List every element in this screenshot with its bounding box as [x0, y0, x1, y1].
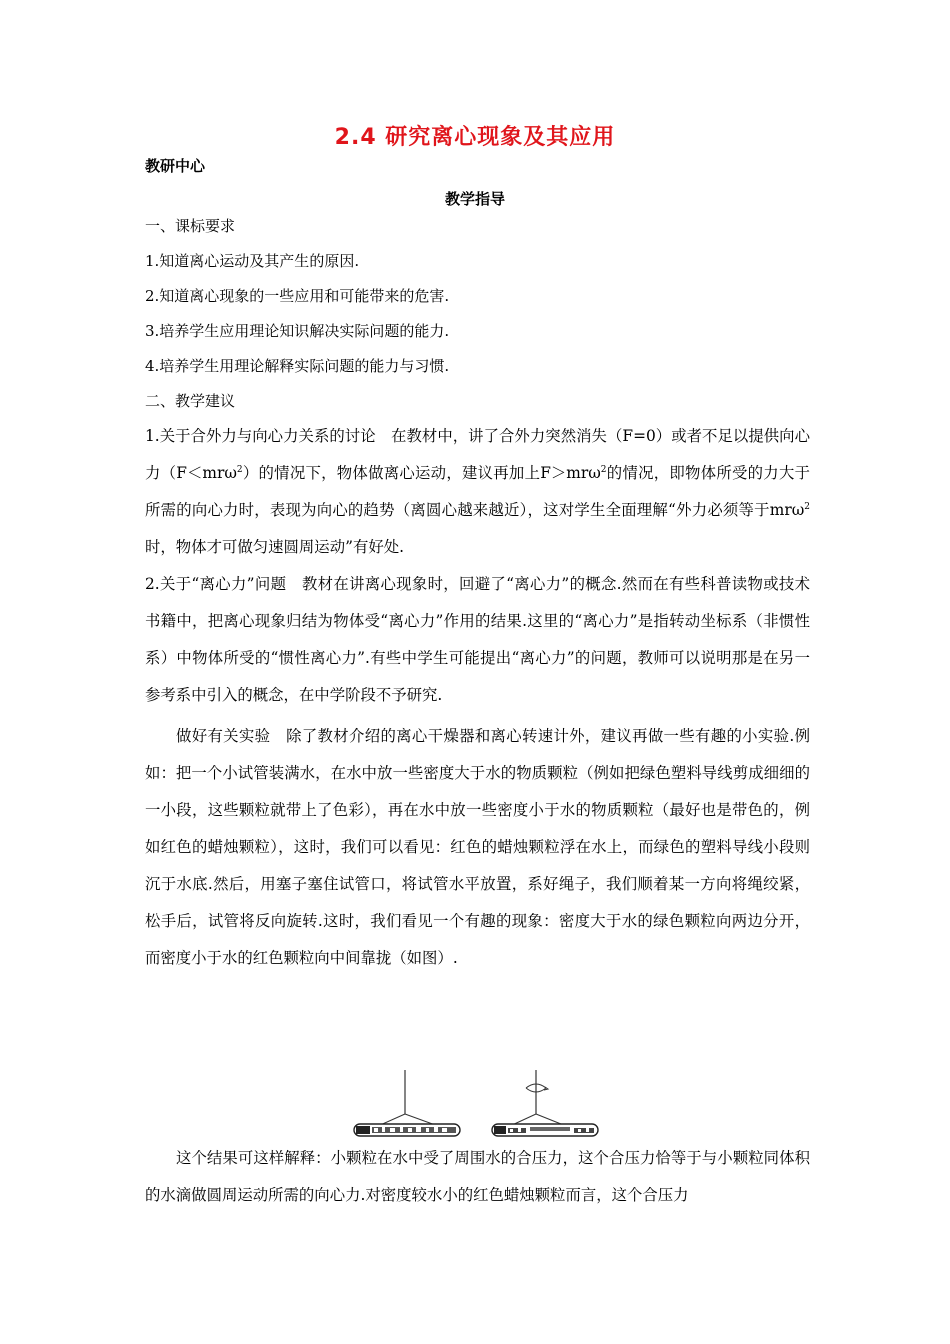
paragraph-explanation: 这个结果可这样解释：小颗粒在水中受了周围水的合压力，这个合压力恰等于与小颗粒同体积的水滴做圆周运动所需的向心力.对密度较水小的红色蜡烛颗粒而言，这个合压力 — [145, 1149, 810, 1204]
page-title: 2.4 研究离心现象及其应用 — [334, 125, 616, 150]
part2-heading: 二、教学建议 — [145, 392, 236, 410]
document-body-continued — [145, 1140, 810, 1214]
test-tube-figure — [350, 1068, 610, 1140]
requirement-item: 3.培养学生应用理论知识解决实际问题的能力. — [145, 322, 450, 340]
paragraph-force-relation — [145, 418, 810, 566]
document-body — [145, 214, 810, 977]
requirement-item: 1.知道离心运动及其产生的原因. — [145, 252, 360, 270]
superscript: 2 — [804, 501, 810, 512]
paragraph-experiment: 做好有关实验 除了教材介绍的离心干燥器和离心转速计外，建议再做一些有趣的小实验.例如：把一个小试管装满水，在水中放一些密度大于水的物质颗粒（例如把绿色塑料导线剪成细细的一小段，这些颗粒就带上了色彩），再在水中放一些密度小于水的物质颗粒（最好也是带色的，例如红色的蜡烛颗粒），这时，我们可以看见：红色的蜡烛颗粒浮在水上，而绿色的塑料导线小段则沉于水底.然后，用塞子塞住试管口，将试管水平放置，系好绳子，我们顺着某一方向将绳绞紧，松手后，试管将反向旋转.这时，我们看见一个有趣的现象：密度大于水的绿色颗粒向两边分开，而密度小于水的红色颗粒向中间靠拢（如图）. — [145, 727, 810, 967]
requirement-item: 2.知道离心现象的一些应用和可能带来的危害. — [145, 287, 450, 305]
requirement-item: 4.培养学生用理论解释实际问题的能力与习惯. — [145, 357, 450, 375]
para1-text-c: 的情况，即物体所受的力大于所需的向心力时，表现为向心的趋势（离圆心越来越近），这对学生全面理解“外力必须等于mrω — [145, 464, 810, 519]
paragraph-centrifugal-force: 2.关于“离心力”问题 教材在讲离心现象时，回避了“离心力”的概念.然而在有些科普读物或技术书籍中，把离心现象归结为物体受“离心力”作用的结果.这里的“离心力”是指转动坐标系（非惯性系）中物体所受的“惯性离心力”.有些中学生可能提出“离心力”的问题，教师可以说明那是在另一参考系中引入的概念，在中学阶段不予研究. — [145, 575, 810, 704]
para1-text-d: 时，物体才可做匀速圆周运动”有好处. — [145, 538, 405, 556]
superscript: 2 — [236, 464, 243, 475]
test-tube-after — [492, 1070, 598, 1136]
para1-text-a: 1.关于合外力与向心力关系的讨论 在教材中，讲了合外力突然消失（F=0）或者不足以提供向心力（F＜mrω — [145, 427, 810, 482]
part1-heading: 一、课标要求 — [145, 217, 236, 235]
test-tube-before — [354, 1070, 460, 1136]
para1-text-b: ）的情况下，物体做离心运动，建议再加上F＞mrω — [242, 464, 601, 482]
department-label: 教研中心 — [145, 157, 206, 175]
section-title: 教学指导 — [444, 190, 505, 208]
superscript: 2 — [600, 464, 607, 475]
